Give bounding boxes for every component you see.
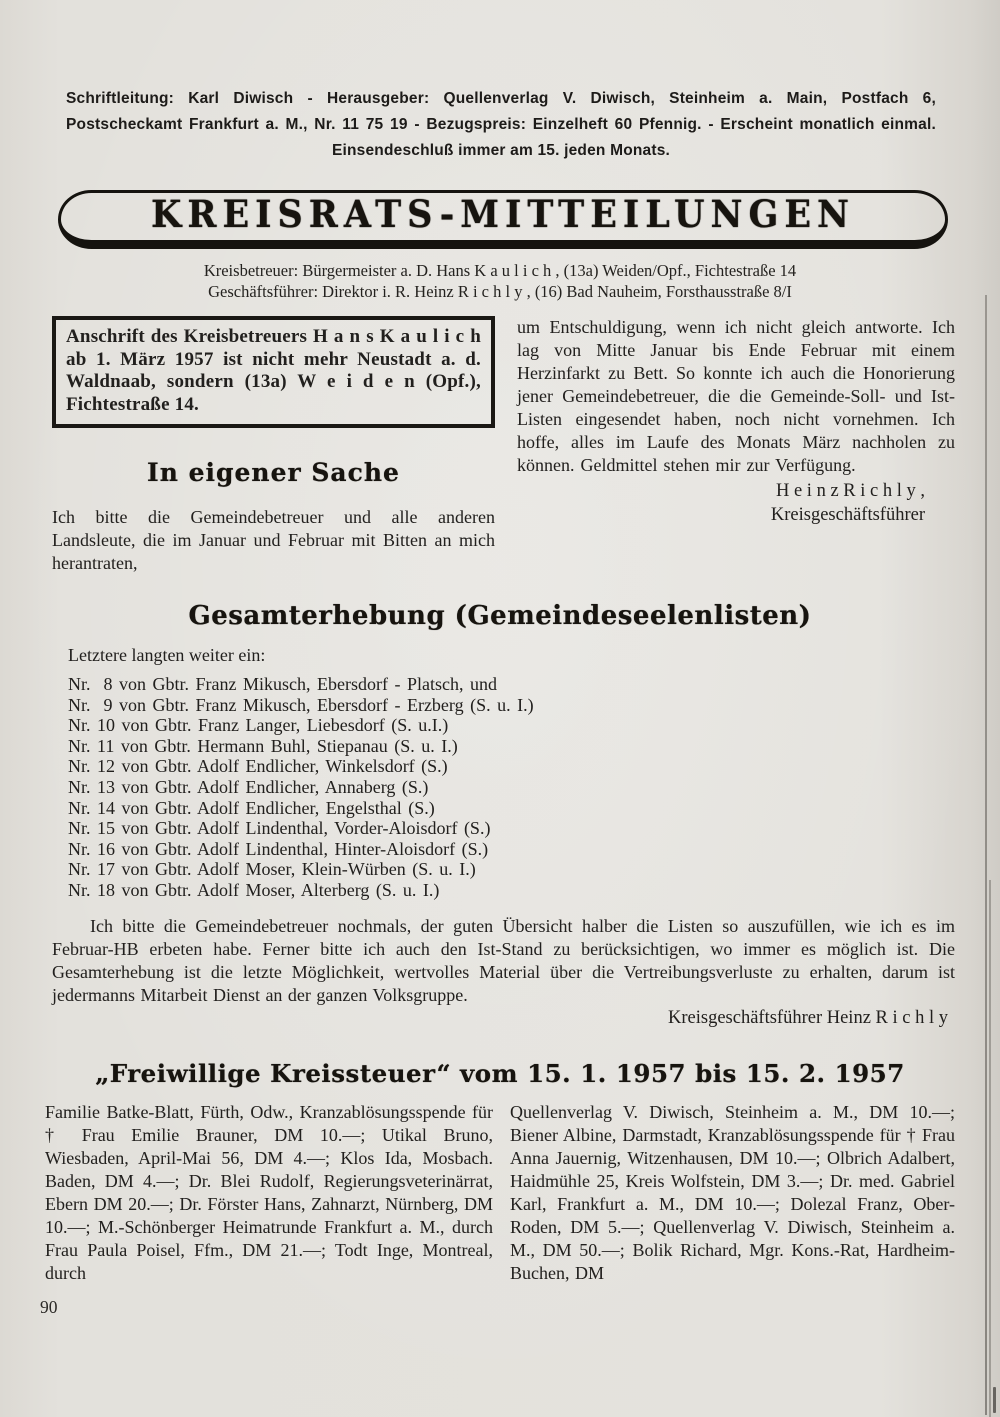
gesamterhebung-signature: Kreisgeschäftsführer Heinz R i c h l y	[668, 1007, 948, 1028]
list-item: Nr. 18 von Gbtr. Adolf Moser, Alterberg (S. u. I.)	[68, 879, 440, 900]
masthead-line-1: Schriftleitung: Karl Diwisch - Herausgeber: Quellenverlag V. Diwisch, Steinheim a. Main, Postfach 6, Postscheckamt Frankfurt a. M., Nr. 11 75 19 - Bezugspreis: Einzelheft 60 Pfennig. - Erscheint monatlich einmal.	[66, 90, 936, 133]
signature-title: Kreisgeschäftsführer	[770, 505, 925, 525]
in-eigener-sache-right-paragraph: um Entschuldigung, wenn ich nicht gleich antworte. Ich lag von Mitte Januar bis Ende Februar mit einem Herzinfarkt zu Bett. So konnte ich auch die Honorierung jener Gemeindebetreuer, die die Gemeinde-Soll- und Ist-Listen eingesendet haben, noch nicht vornehmen. Ich hoffe, alles im Laufe des Monats März nachholen zu können. Geldmittel stehen mir zur Verfügung.	[517, 317, 955, 475]
signature-block	[517, 479, 955, 527]
scan-corner-artifact	[993, 1387, 996, 1413]
list-item: Nr. 12 von Gbtr. Adolf Endlicher, Winkelsdorf (S.)	[68, 756, 448, 777]
list-item: Nr. 11 von Gbtr. Hermann Buhl, Stiepanau (S. u. I.)	[68, 735, 458, 756]
page-title: KREISRATS-MITTEILUNGEN	[150, 192, 856, 237]
list-item: Nr. 13 von Gbtr. Adolf Endlicher, Annaberg (S.)	[68, 776, 429, 797]
signature-name: H e i n z R i c h l y ,	[775, 481, 925, 501]
gesamterhebung-paragraph: Ich bitte die Gemeindebetreuer nochmals, der guten Übersicht halber die Listen so auszufüllen, wie ich es im Februar-HB erbeten habe. Ferner bitte ich auch den Ist-Stand zu berücksichtigen, wo immer es möglich ist. Die Gesamterhebung ist die letzte Möglichkeit, wertvolles Material über die Vertreibungsverluste zu erhalten, darum ist jedermanns Mitarbeit Dienst an der ganzen Volksgruppe.	[52, 915, 955, 1005]
two-column-section	[52, 316, 955, 575]
masthead-line-2: Einsendeschluß immer am 15. jeden Monats.	[331, 142, 671, 159]
list-item: Nr. 9 von Gbtr. Franz Mikusch, Ebersdorf - Erzberg (S. u. I.)	[68, 694, 534, 715]
kreissteuer-right-column: Quellenverlag V. Diwisch, Steinheim a. M., DM 10.—; Biener Albine, Darmstadt, Kranzablösungsspende für † Frau Anna Jauernig, Witzenhausen, DM 10.—; Olbrich Adalbert, Haidmühle 25, Kreis Wolfstein, DM 3.—; Dr. med. Gabriel Karl, Frankfurt a. M., DM 10.—; Dolezal Franz, Ober-Roden, DM 5.—; Quellenverlag V. Diwisch, Steinheim a. M., DM 50.—; Bolik Richard, Mgr. Kons.-Rat, Hardheim-Buchen, DM	[510, 1101, 955, 1283]
section-heading-in-eigener-sache: In eigener Sache	[147, 458, 400, 487]
list-item: Nr. 15 von Gbtr. Adolf Lindenthal, Vorder-Aloisdorf (S.)	[68, 818, 491, 839]
scan-edge-artifact	[985, 295, 987, 1415]
list-item: Nr. 10 von Gbtr. Franz Langer, Liebesdorf (S. u.I.)	[68, 715, 449, 736]
list-item: Nr. 8 von Gbtr. Franz Mikusch, Ebersdorf - Platsch, und	[68, 674, 497, 694]
left-column	[52, 316, 495, 575]
page-number: 90	[40, 1297, 58, 1317]
list-item: Nr. 14 von Gbtr. Adolf Endlicher, Engelsthal (S.)	[68, 797, 435, 818]
masthead	[66, 86, 936, 164]
gesamterhebung-list	[68, 674, 1000, 901]
scan-edge-artifact-2	[989, 880, 991, 1417]
kreisbetreuer-line: Kreisbetreuer: Bürgermeister a. D. Hans K a u l i c h , (13a) Weiden/Opf., Fichtestraße 14	[203, 261, 797, 280]
section-heading-kreissteuer: „Freiwillige Kreissteuer“ vom 15. 1. 1957 bis 15. 2. 1957	[95, 1058, 905, 1088]
gesamterhebung-intro: Letztere langten weiter ein:	[68, 645, 266, 665]
section-heading-gesamterhebung: Gesamterhebung (Gemeindeseelenlisten)	[188, 601, 812, 631]
right-column	[517, 316, 955, 575]
kreissteuer-columns	[45, 1101, 955, 1285]
list-item: Nr. 16 von Gbtr. Adolf Lindenthal, Hinter-Aloisdorf (S.)	[68, 838, 489, 859]
address-change-box: Anschrift des Kreisbetreuers H a n s K a u l i c h ab 1. März 1957 ist nicht mehr Neustadt a. d. Waldnaab, sondern (13a) W e i d e n (Opf.), Fichtestraße 14.	[52, 316, 495, 428]
kreissteuer-left-column: Familie Batke-Blatt, Fürth, Odw., Kranzablösungsspende für † Frau Emilie Brauner, DM 10.—; Utikal Bruno, Wiesbaden, April-Mai 56, DM 4.—; Klos Ida, Mosbach. Baden, DM 4.—; Dr. Blei Rudolf, Regierungsveterinärrat, Ebern DM 20.—; Dr. Förster Hans, Zahnarzt, Nürnberg, DM 10.—; M.-Schönberger Heimatrunde Frankfurt a. M., durch Frau Paula Poisel, Ffm., DM 21.—; Todt Inge, Montreal, durch	[45, 1101, 493, 1283]
geschaeftsfuehrer-line: Geschäftsführer: Direktor i. R. Heinz R i c h l y , (16) Bad Nauheim, Forsthausstraße 8/I	[208, 282, 792, 301]
in-eigener-sache-left-paragraph: Ich bitte die Gemeindebetreuer und alle anderen Landsleute, die im Januar und Februar mit Bitten an mich herantraten,	[52, 507, 495, 573]
list-item: Nr. 17 von Gbtr. Adolf Moser, Klein-Würben (S. u. I.)	[68, 859, 476, 880]
officers-block	[0, 260, 1000, 302]
title-banner	[58, 190, 948, 249]
